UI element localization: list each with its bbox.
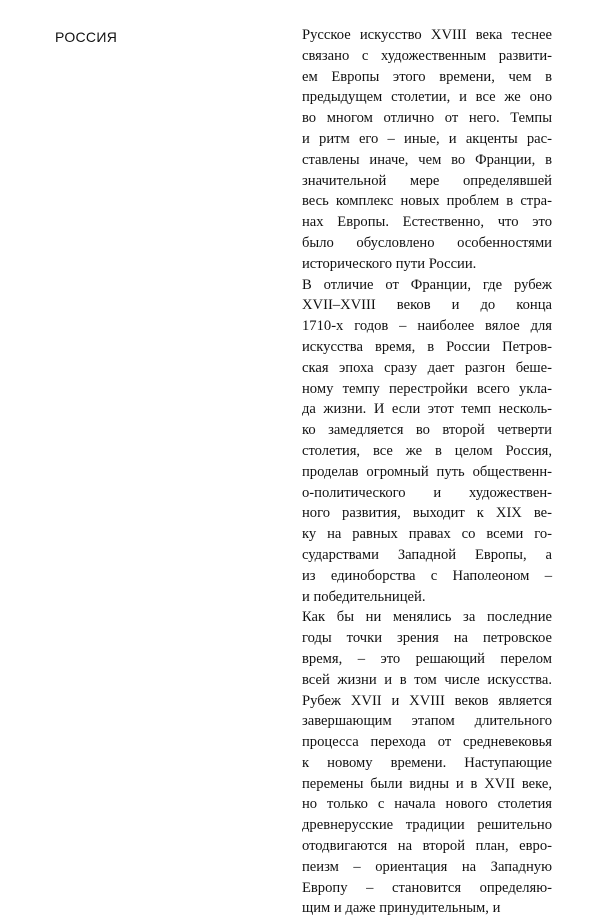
text-line: во многом отлично от него. Темпы bbox=[302, 110, 552, 127]
text-line: связано с художественным развити- bbox=[302, 47, 552, 64]
text-line: щим и даже принудительным, и bbox=[302, 900, 501, 917]
text-line: к новому времени. Наступающие bbox=[302, 754, 552, 771]
text-line: нах Европы. Естественно, что это bbox=[302, 214, 552, 231]
text-line: искусства время, в России Петров- bbox=[302, 338, 552, 355]
text-line: да жизни. И если этот темп несколь- bbox=[302, 401, 552, 418]
text-line: завершающим этапом длительного bbox=[302, 713, 552, 730]
text-line: время, – это решающий перелом bbox=[302, 650, 552, 667]
text-line: Рубеж XVII и XVIII веков является bbox=[302, 692, 552, 709]
text-line: XVII–XVIII веков и до конца bbox=[302, 297, 552, 314]
paragraph-3 bbox=[302, 607, 552, 919]
text-line: 1710-х годов – наиболее вялое для bbox=[302, 318, 552, 335]
text-line: весь комплекс новых проблем в стра- bbox=[302, 193, 552, 210]
text-line: пеизм – ориентация на Западную bbox=[302, 858, 552, 875]
text-line: из единоборства с Наполеоном – bbox=[302, 567, 552, 584]
text-line: Европу – становится определяю- bbox=[302, 879, 552, 896]
text-line: предыдущем столетии, и все же оно bbox=[302, 89, 552, 106]
text-line: ем Европы этого времени, чем в bbox=[302, 68, 552, 85]
text-line: ного развития, выходит к XIX ве- bbox=[302, 505, 552, 522]
text-line: древнерусские традиции решительно bbox=[302, 817, 552, 834]
text-line: всей жизни и в том числе искусства. bbox=[302, 671, 552, 688]
text-line: но только с начала нового столетия bbox=[302, 796, 552, 813]
text-line: отодвигаются на второй план, евро- bbox=[302, 838, 552, 855]
text-line: проделав огромный путь общественн- bbox=[302, 463, 552, 480]
main-text-column bbox=[302, 25, 552, 919]
paragraph-2 bbox=[302, 275, 552, 608]
section-heading: РОССИЯ bbox=[55, 29, 118, 45]
text-line: было обусловлено особенностями bbox=[302, 234, 552, 251]
text-line: и победительницей. bbox=[302, 588, 426, 605]
text-line: процесса перехода от средневековья bbox=[302, 734, 552, 751]
text-line: ко замедляется во второй четверти bbox=[302, 422, 552, 439]
text-line: годы точки зрения на петровское bbox=[302, 630, 552, 647]
paragraph-1 bbox=[302, 25, 552, 275]
text-line: ставлены иначе, чем во Франции, в bbox=[302, 151, 552, 168]
text-line: о-политического и художествен- bbox=[302, 484, 552, 501]
text-line: значительной мере определявшей bbox=[302, 172, 552, 189]
text-line: столетия, все же в целом Россия, bbox=[302, 442, 552, 459]
text-line: В отличие от Франции, где рубеж bbox=[302, 276, 552, 293]
text-line: ному темпу перестройки всего укла- bbox=[302, 380, 552, 397]
text-line: ку на равных правах со всеми го- bbox=[302, 526, 552, 543]
text-line: исторического пути России. bbox=[302, 255, 477, 272]
text-line: сударствами Западной Европы, а bbox=[302, 546, 552, 563]
text-line: и ритм его – иные, и акценты рас- bbox=[302, 130, 552, 147]
text-line: ская эпоха сразу дает разгон беше- bbox=[302, 359, 552, 376]
text-line: Русское искусство XVIII века теснее bbox=[302, 27, 552, 43]
text-line: перемены были видны и в XVII веке, bbox=[302, 775, 552, 792]
text-line: Как бы ни менялись за последние bbox=[302, 609, 552, 626]
